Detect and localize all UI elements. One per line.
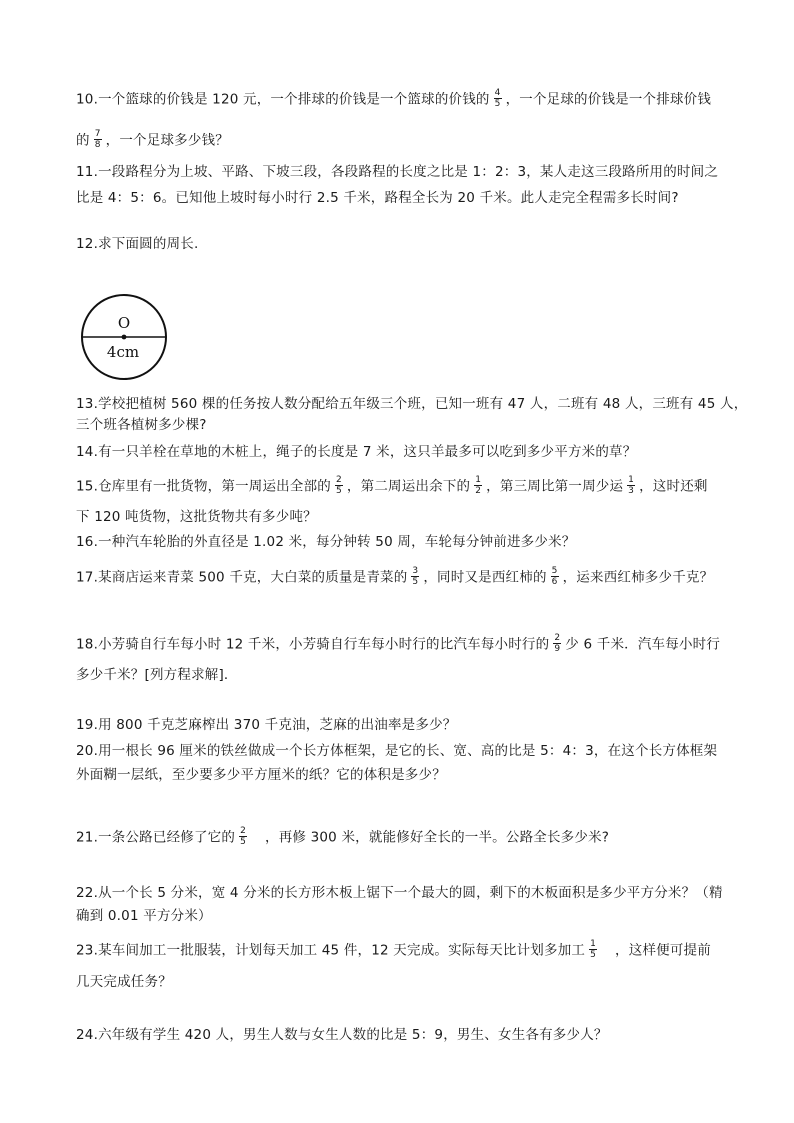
problem-21-line <box>76 827 609 848</box>
problem-15-line-2: 下 120 吨货物，这批货物共有多少吨？ <box>76 509 317 525</box>
problem-17-text-b: ，同时又是西红柿的 <box>423 569 547 586</box>
problem-23-text-b: ，这样便可提前 <box>615 942 711 959</box>
problem-13-line-2: 三个班各植树多少棵? <box>76 417 207 433</box>
fraction-3-5: $\frac{3}{5}$ <box>412 566 419 587</box>
problem-22-line-2: 确到 0.01 平方分米） <box>76 908 212 924</box>
problem-23-text-a: 23.某车间加工一批服装，计划每天加工 45 件，12 天完成。实际每天比计划多加工 <box>76 942 586 959</box>
problem-11-line-2: 比是 4：5：6。已知他上坡时每小时行 2.5 千米，路程全长为 20 千米。此人走完全程需多长时间? <box>76 190 679 206</box>
fraction-5-6: $\frac{5}{6}$ <box>551 566 558 587</box>
problem-20-line-1: 20.用一根长 96 厘米的铁丝做成一个长方体框架，是它的长、宽、高的比是 5：4：3，在这个长方体框架 <box>76 743 718 759</box>
problem-22-line-1: 22.从一个长 5 分米，宽 4 分米的长方形木板上锯下一个最大的圆，剩下的木板面积是多少平方分米？（精 <box>76 885 723 901</box>
fraction-7-8: $\frac{7}{8}$ <box>94 129 101 150</box>
problem-21-text-b: ，再修 300 米，就能修好全长的一半。公路全长多少米? <box>265 829 610 846</box>
fraction-2-9: $\frac{2}{9}$ <box>554 633 561 654</box>
problem-15-text-c: ，第三周比第一周少运 <box>486 478 624 495</box>
problem-10-text-b: ，一个足球的价钱是一个排球价钱 <box>505 91 712 108</box>
problem-14-text: 14.有一只羊栓在草地的木桩上，绳子的长度是 7 米，这只羊最多可以吃到多少平方米的草？ <box>76 444 637 460</box>
problem-13-line-1: 13.学校把植树 560 棵的任务按人数分配给五年级三个班，已知一班有 47 人，二班有 48 人，三班有 45 人， <box>76 396 748 412</box>
fraction-4-5: $\frac{4}{5}$ <box>494 88 501 109</box>
problem-15-text-a: 15.仓库里有一批货物，第一周运出全部的 <box>76 478 331 495</box>
problem-17-line <box>76 567 713 588</box>
fraction-1-3: $\frac{1}{3}$ <box>628 475 635 496</box>
circle-diagram <box>78 294 170 380</box>
problem-16-text: 16.一种汽车轮胎的外直径是 1.02 米，每分钟转 50 周，车轮每分钟前进多少米？ <box>76 534 576 550</box>
fraction-2-5: $\frac{2}{5}$ <box>335 475 342 496</box>
problem-20-line-2: 外面糊一层纸，至少要多少平方厘米的纸？它的体积是多少？ <box>76 767 446 783</box>
problem-21-text-a: 21.一条公路已经修了它的 <box>76 829 236 846</box>
problem-15-text-d: ，这时还剩 <box>639 478 708 495</box>
problem-24-text: 24.六年级有学生 420 人，男生人数与女生人数的比是 5：9，男生、女生各有多少人？ <box>76 1027 608 1043</box>
problem-15-text-b: ，第二周运出余下的 <box>346 478 471 495</box>
problem-10-line-2 <box>76 130 229 151</box>
problem-17-text-a: 17.某商店运来青菜 500 千克，大白菜的质量是青菜的 <box>76 569 408 586</box>
fraction-2-5-b: $\frac{2}{5}$ <box>240 826 247 847</box>
fraction-1-5: $\frac{1}{5}$ <box>590 939 597 960</box>
problem-18-line-1 <box>76 634 720 655</box>
problem-18-text-b: 少 6 千米．汽车每小时行 <box>565 636 721 653</box>
problem-15-line-1 <box>76 476 708 497</box>
problem-18-line-2: 多少千米？[列方程求解]． <box>76 667 238 683</box>
problem-23-line-1 <box>76 940 711 961</box>
problem-19-text: 19.用 800 千克芝麻榨出 370 千克油，芝麻的出油率是多少？ <box>76 717 457 733</box>
problem-10-line-1 <box>76 89 711 110</box>
problem-12-text: 12.求下面圆的周长. <box>76 236 199 252</box>
diameter-label: 4cm <box>106 343 140 361</box>
problem-18-text-a: 18.小芳骑自行车每小时 12 千米，小芳骑自行车每小时行的比汽车每小时行的 <box>76 636 550 653</box>
fraction-1-2: $\frac{1}{2}$ <box>475 475 482 496</box>
problem-10-text-a: 10.一个篮球的价钱是 120 元，一个排球的价钱是一个篮球的价钱的 <box>76 91 490 108</box>
problem-23-line-2: 几天完成任务？ <box>76 974 172 990</box>
center-label: O <box>117 314 131 332</box>
center-point <box>122 335 127 340</box>
problem-10-text-d: ，一个足球多少钱？ <box>105 132 229 149</box>
problem-10-text-c: 的 <box>76 132 90 149</box>
problem-17-text-c: ，运来西红柿多少千克？ <box>562 569 714 586</box>
problem-11-line-1: 11.一段路程分为上坡、平路、下坡三段，各段路程的长度之比是 1：2：3，某人走这三段路所用的时间之 <box>76 164 719 180</box>
